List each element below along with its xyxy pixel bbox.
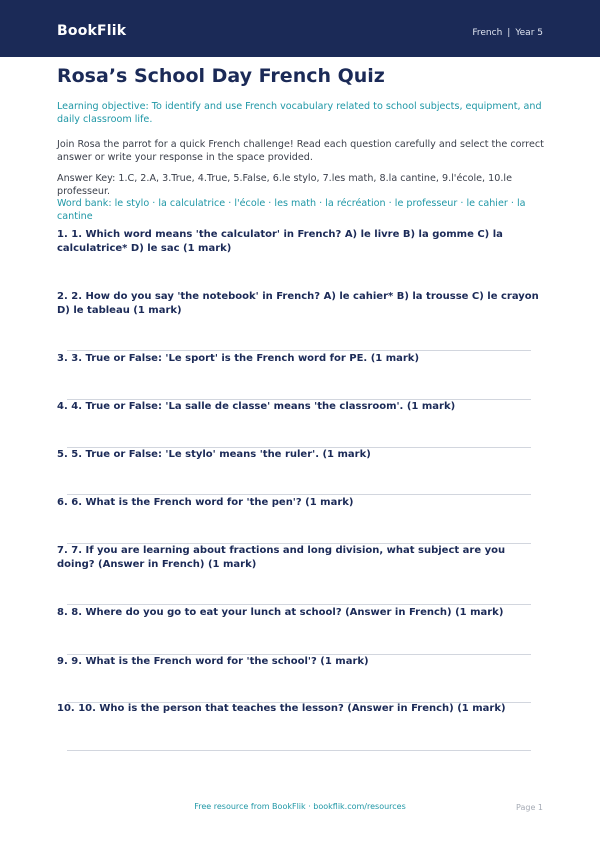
page-number: Page 1 bbox=[516, 803, 543, 812]
answer-line-2 bbox=[67, 350, 531, 351]
question-2: 2. 2. How do you say 'the notebook' in French? A) le cahier* B) la trousse C) le crayon D) le tableau (1 mark) bbox=[57, 291, 539, 316]
subject-label: French bbox=[472, 28, 503, 38]
footer-resource-link[interactable]: Free resource from BookFlik · bookflik.com/resources bbox=[194, 802, 406, 811]
learning-objective: Learning objective: To identify and use French vocabulary related to school subjects, equipment, and daily classroom life. bbox=[57, 101, 542, 125]
meta-separator: | bbox=[507, 28, 511, 38]
question-3: 3. 3. True or False: 'Le sport' is the French word for PE. (1 mark) bbox=[57, 353, 420, 364]
question-5: 5. 5. True or False: 'Le stylo' means 'the ruler'. (1 mark) bbox=[57, 449, 371, 460]
question-9: 9. 9. What is the French word for 'the school'? (1 mark) bbox=[57, 656, 369, 667]
question-8: 8. 8. Where do you go to eat your lunch at school? (Answer in French) (1 mark) bbox=[57, 607, 504, 618]
question-10: 10. 10. Who is the person that teaches the lesson? (Answer in French) (1 mark) bbox=[57, 703, 506, 714]
question-4: 4. 4. True or False: 'La salle de classe' means 'the classroom'. (1 mark) bbox=[57, 401, 456, 412]
answer-key: Answer Key: 1.C, 2.A, 3.True, 4.True, 5.False, 6.le stylo, 7.les math, 8.la cantine, 9.l'école, 10.le professeur. bbox=[57, 173, 512, 197]
question-1: 1. 1. Which word means 'the calculator' in French? A) le livre B) la gomme C) la calculatrice* D) le sac (1 mark) bbox=[57, 229, 503, 254]
page-title: Rosa’s School Day French Quiz bbox=[57, 65, 385, 87]
brand-logo[interactable]: BookFlik bbox=[57, 23, 127, 39]
answer-line-10 bbox=[67, 750, 531, 751]
question-6: 6. 6. What is the French word for 'the pen'? (1 mark) bbox=[57, 497, 354, 508]
question-7: 7. 7. If you are learning about fractions and long division, what subject are you doing? (Answer in French) (1 mark) bbox=[57, 545, 506, 570]
subject-year-label bbox=[472, 28, 543, 38]
answer-line-7 bbox=[67, 604, 531, 605]
header-bar bbox=[0, 0, 600, 57]
word-bank: Word bank: le stylo · la calculatrice · l'école · les math · la récréation · le professeur · le cahier · la cantine bbox=[57, 198, 526, 222]
answer-line-5 bbox=[67, 494, 531, 495]
year-label: Year 5 bbox=[515, 28, 543, 38]
intro-text: Join Rosa the parrot for a quick French challenge! Read each question carefully and select the correct answer or write your response in the space provided. bbox=[57, 139, 544, 163]
